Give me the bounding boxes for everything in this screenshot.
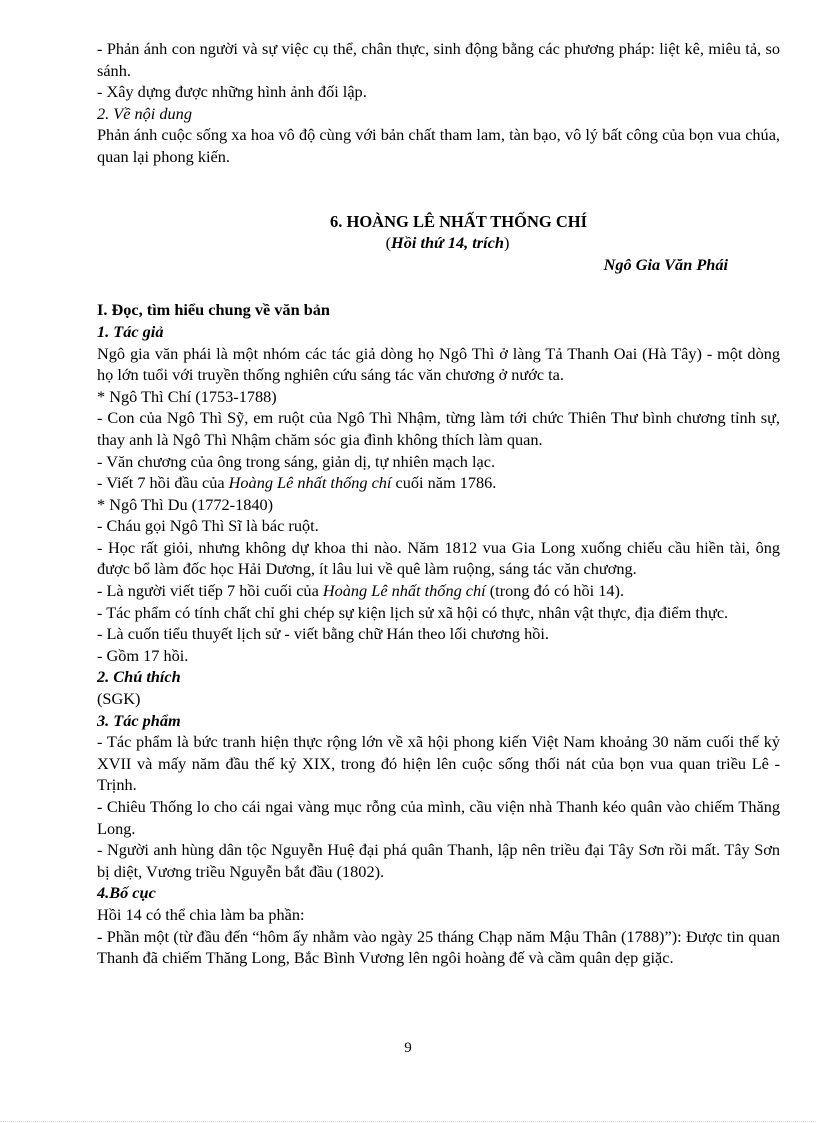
paragraph: - Học rất giỏi, nhưng không dự khoa thi nào. Năm 1812 vua Gia Long xuống chiếu cầu hiền tài, ông được bổ làm đốc học Hải Dương, ít lâu lui về quê làm ruộng, sáng tác văn chương. xyxy=(97,537,780,579)
page-number: 9 xyxy=(404,1040,412,1056)
document-page xyxy=(97,38,780,969)
paragraph: Ngô gia văn phái là một nhóm các tác giả dòng họ Ngô Thì ở làng Tả Thanh Oai (Hà Tây) - một dòng họ lớn tuổi với truyền thống nghiên cứu sáng tác văn chương ở nước ta. xyxy=(97,343,780,385)
paragraph: - Văn chương của ông trong sáng, giản dị, tự nhiên mạch lạc. xyxy=(97,451,496,471)
paragraph: * Ngô Thì Chí (1753-1788) xyxy=(97,386,277,406)
paragraph: (SGK) xyxy=(97,689,141,709)
lesson-title: 6. HOÀNG LÊ NHẤT THỐNG CHÍ xyxy=(329,211,587,231)
subheading: 2. Về nội dung xyxy=(97,103,192,123)
paragraph: - Người anh hùng dân tộc Nguyễn Huệ đại phá quân Thanh, lập nên triều đại Tây Sơn rồi mất. Tây Sơn bị diệt, Vương triều Nguyễn bắt đầu (1802). xyxy=(97,840,780,881)
paragraph: - Chiêu Thống lo cho cái ngai vàng mục rỗng của mình, cầu viện nhà Thanh kéo quân vào chiếm Thăng Long. xyxy=(97,797,780,838)
paragraph: Hồi 14 có thể chia làm ba phần: xyxy=(97,904,305,924)
paragraph: - Cháu gọi Ngô Thì Sĩ là bác ruột. xyxy=(97,516,319,536)
page-edge-divider xyxy=(0,1121,816,1122)
paragraph: - Tác phẩm có tính chất chỉ ghi chép sự kiện lịch sử xã hội có thực, nhân vật thực, địa điểm thực. xyxy=(97,602,729,622)
subsection-heading: 4.Bố cục xyxy=(97,883,156,903)
lesson-subtitle: (Hồi thứ 14, trích) xyxy=(385,233,510,253)
paragraph: - Gồm 17 hồi. xyxy=(97,645,189,665)
section-heading: I. Đọc, tìm hiểu chung về văn bản xyxy=(97,300,330,320)
paragraph: - Con của Ngô Thì Sỹ, em ruột của Ngô Thì Nhậm, từng làm tới chức Thiên Thư bình chương tỉnh sự, thay anh là Ngô Thì Nhậm chăm sóc gia đình không thích làm quan. xyxy=(97,408,780,449)
paragraph: - Xây dựng được những hình ảnh đối lập. xyxy=(97,82,367,102)
paragraph: - Tác phẩm là bức tranh hiện thực rộng lớn về xã hội phong kiến Việt Nam khoảng 30 năm cuối thế kỷ XVII và mấy năm đầu thế kỷ XIX, trong đó hiện lên cuộc sống thối nát của bọn vua quan triều Lê - Trịnh. xyxy=(97,732,780,795)
subsection-heading: 2. Chú thích xyxy=(97,667,181,687)
subsection-heading: 1. Tác giả xyxy=(97,321,164,341)
paragraph: - Là người viết tiếp 7 hồi cuối của Hoàng Lê nhất thống chí (trong đó có hồi 14). xyxy=(97,581,625,601)
paragraph: - Viết 7 hồi đầu của Hoàng Lê nhất thống chí cuối năm 1786. xyxy=(97,473,497,493)
paragraph: - Phần một (từ đầu đến “hôm ấy nhằm vào ngày 25 tháng Chạp năm Mậu Thân (1788)”): Được tin quan Thanh đã chiếm Thăng Long, Bắc Bình Vương lên ngôi hoàng đế và cầm quân dẹp giặc. xyxy=(97,926,780,968)
lesson-author: Ngô Gia Văn Phái xyxy=(603,254,728,274)
subsection-heading: 3. Tác phẩm xyxy=(97,710,181,730)
paragraph: Phản ánh cuộc sống xa hoa vô độ cùng với bản chất tham lam, tàn bạo, vô lý bất công của bọn vua chúa, quan lại phong kiến. xyxy=(97,125,780,166)
paragraph: - Phản ánh con người và sự việc cụ thể, chân thực, sinh động bằng các phương pháp: liệt kê, miêu tả, so sánh. xyxy=(97,39,780,80)
paragraph: * Ngô Thì Du (1772-1840) xyxy=(97,494,274,514)
paragraph: - Là cuốn tiểu thuyết lịch sử - viết bằng chữ Hán theo lối chương hồi. xyxy=(97,624,549,644)
